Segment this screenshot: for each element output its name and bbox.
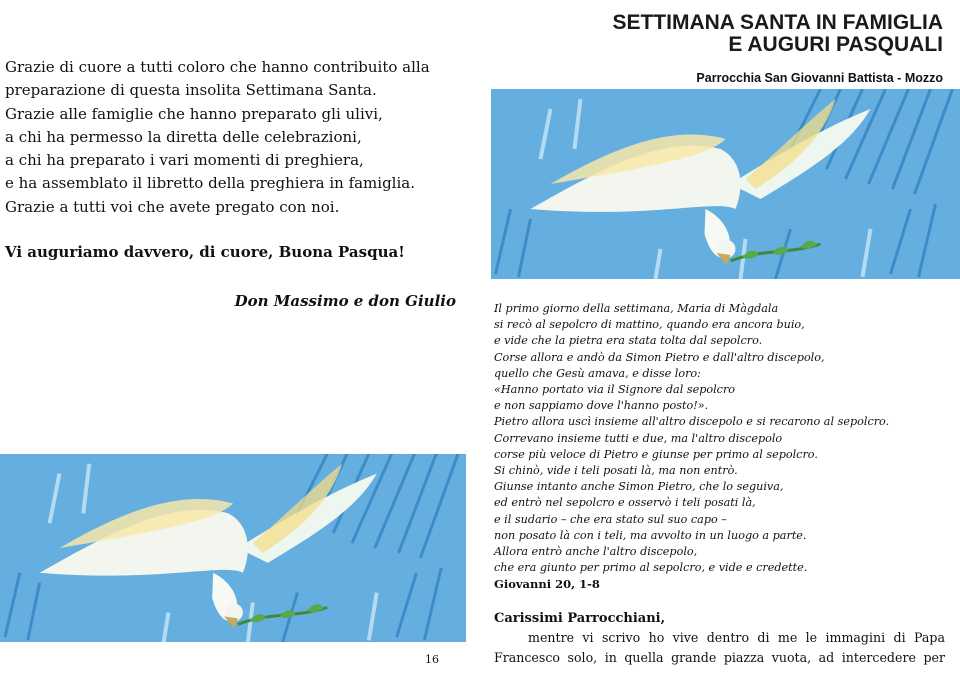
- gospel-line: e il sudario – che era stato sul suo capo –: [494, 512, 727, 526]
- gospel-line: che era giunto per primo al sepolcro, e vide e credette.: [494, 561, 808, 575]
- title-line: E AUGURI PASQUALI: [728, 33, 943, 56]
- gospel-line: Il primo giorno della settimana, Maria di Màgdala: [494, 302, 779, 315]
- letter-greeting: Carissimi Parrocchiani,: [494, 611, 666, 626]
- right-page: [478, 0, 960, 679]
- gospel-passage: [494, 301, 956, 576]
- gospel-line: «Hanno portato via il Signore dal sepolcro: [494, 383, 736, 397]
- gospel-line: si recò al sepolcro di mattino, quando era ancora buio,: [494, 318, 805, 332]
- gospel-line: Corse allora e andò da Simon Pietro e dall'altro discepolo,: [494, 350, 825, 364]
- dove-painting: [491, 89, 960, 279]
- gospel-line: e non sappiamo dove l'hanno posto!».: [494, 399, 709, 413]
- left-page: [0, 0, 470, 679]
- gospel-line: Giunse intanto anche Simon Pietro, che lo seguiva,: [494, 480, 784, 494]
- title-line: SETTIMANA SANTA IN FAMIGLIA: [612, 11, 943, 34]
- thanks-line: Grazie a tutti voi che avete pregato con noi.: [5, 197, 340, 216]
- gospel-reference: Giovanni 20, 1-8: [494, 577, 600, 591]
- gospel-line: non posato là con i teli, ma avvolto in un luogo a parte.: [494, 528, 807, 542]
- thanks-line: Grazie alle famiglie che hanno preparato gli ulivi,: [5, 104, 383, 123]
- letter-line: mentre vi scrivo ho vive dentro di me le immagini di Papa: [528, 630, 945, 645]
- gospel-line: Correvano insieme tutti e due, ma l'altro discepolo: [494, 431, 783, 445]
- gospel-line: Allora entrò anche l'altro discepolo,: [494, 545, 698, 559]
- thanks-line: Grazie di cuore a tutti coloro che hanno contribuito alla: [5, 58, 430, 76]
- page-title: [612, 12, 943, 56]
- page-number: 16: [425, 653, 439, 666]
- thanks-line: a chi ha preparato i vari momenti di preghiera,: [5, 151, 364, 170]
- gospel-line: ed entrò nel sepolcro e osservò i teli posati là,: [494, 496, 756, 510]
- thanks-line: preparazione di questa insolita Settimana Santa.: [5, 81, 377, 100]
- dove-painting: [0, 454, 466, 642]
- thanks-paragraph: [5, 56, 460, 219]
- letter-body: [494, 628, 945, 668]
- gospel-line: quello che Gesù amava, e disse loro:: [494, 366, 701, 380]
- gospel-line: Si chinò, vide i teli posati là, ma non entrò.: [494, 464, 738, 478]
- parish-name: Parrocchia San Giovanni Battista - Mozzo: [696, 71, 943, 85]
- letter-line: Francesco solo, in quella grande piazza vuota, ad intercedere per: [494, 650, 945, 665]
- gospel-line: e vide che la pietra era stata tolta dal sepolcro.: [494, 334, 763, 348]
- thanks-line: e ha assemblato il libretto della preghiera in famiglia.: [5, 174, 415, 193]
- signature: Don Massimo e don Giulio: [234, 292, 456, 310]
- gospel-line: Pietro allora uscì insieme all'altro discepolo e si recarono al sepolcro.: [494, 415, 890, 429]
- thanks-line: a chi ha permesso la diretta delle celebrazioni,: [5, 127, 362, 146]
- gospel-line: corse più veloce di Pietro e giunse per primo al sepolcro.: [494, 447, 818, 461]
- easter-wishes: Vi auguriamo davvero, di cuore, Buona Pasqua!: [5, 243, 405, 261]
